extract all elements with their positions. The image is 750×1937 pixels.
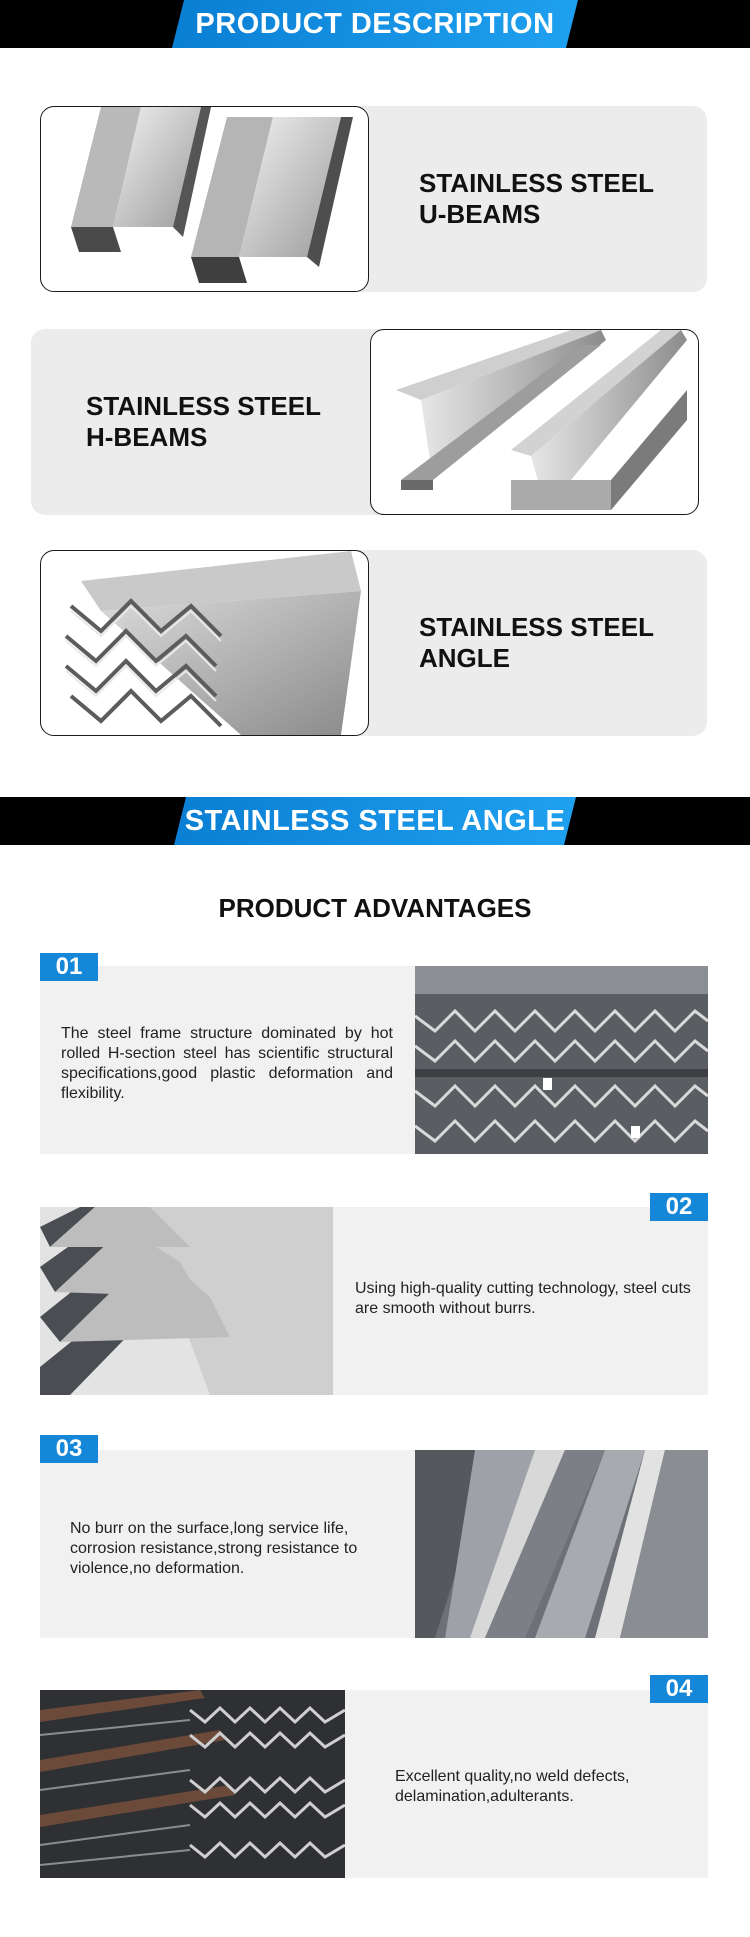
advantage-number-badge: 01 bbox=[40, 953, 98, 981]
advantage-number-badge: 02 bbox=[650, 1193, 708, 1221]
product-title-h-beams bbox=[86, 391, 321, 453]
product-description-banner bbox=[0, 0, 750, 48]
product-title-line2: ANGLE bbox=[419, 643, 510, 673]
product-advantages-heading: PRODUCT ADVANTAGES bbox=[218, 893, 532, 923]
angle-closeup-photo bbox=[40, 1207, 333, 1395]
product-title-line2: H-BEAMS bbox=[86, 422, 208, 452]
advantage-text: No burr on the surface,long service life, corrosion resistance,strong resistance to violence,no deformation. bbox=[70, 1520, 358, 1577]
product-title-angle bbox=[419, 612, 654, 674]
banner-title: PRODUCT DESCRIPTION bbox=[195, 8, 555, 40]
advantage-text: Using high-quality cutting technology, steel cuts are smooth without burrs. bbox=[355, 1280, 691, 1317]
product-title-u-beams bbox=[419, 168, 654, 230]
angle-image bbox=[40, 550, 369, 736]
product-title-line2: U-BEAMS bbox=[419, 199, 541, 229]
h-beam-image bbox=[370, 329, 699, 515]
warehouse-angle-stack-photo bbox=[40, 1690, 345, 1878]
u-beam-image bbox=[40, 106, 369, 292]
angle-long-bars-photo bbox=[415, 1450, 708, 1638]
advantage-number-badge: 04 bbox=[650, 1675, 708, 1703]
stainless-steel-angle-banner bbox=[0, 797, 750, 845]
product-title-line1: STAINLESS STEEL bbox=[419, 612, 654, 642]
angle-stack-photo-1 bbox=[415, 966, 708, 1154]
advantage-text: Excellent quality,no weld defects, delamination,adulterants. bbox=[395, 1768, 630, 1805]
product-title-line1: STAINLESS STEEL bbox=[419, 168, 654, 198]
advantage-text: The steel frame structure dominated by hot rolled H-section steel has scientific structural specifications,good plastic deformation and flexibility. bbox=[61, 1025, 393, 1102]
advantage-number-badge: 03 bbox=[40, 1435, 98, 1463]
banner-title: STAINLESS STEEL ANGLE bbox=[184, 805, 566, 837]
product-title-line1: STAINLESS STEEL bbox=[86, 391, 321, 421]
